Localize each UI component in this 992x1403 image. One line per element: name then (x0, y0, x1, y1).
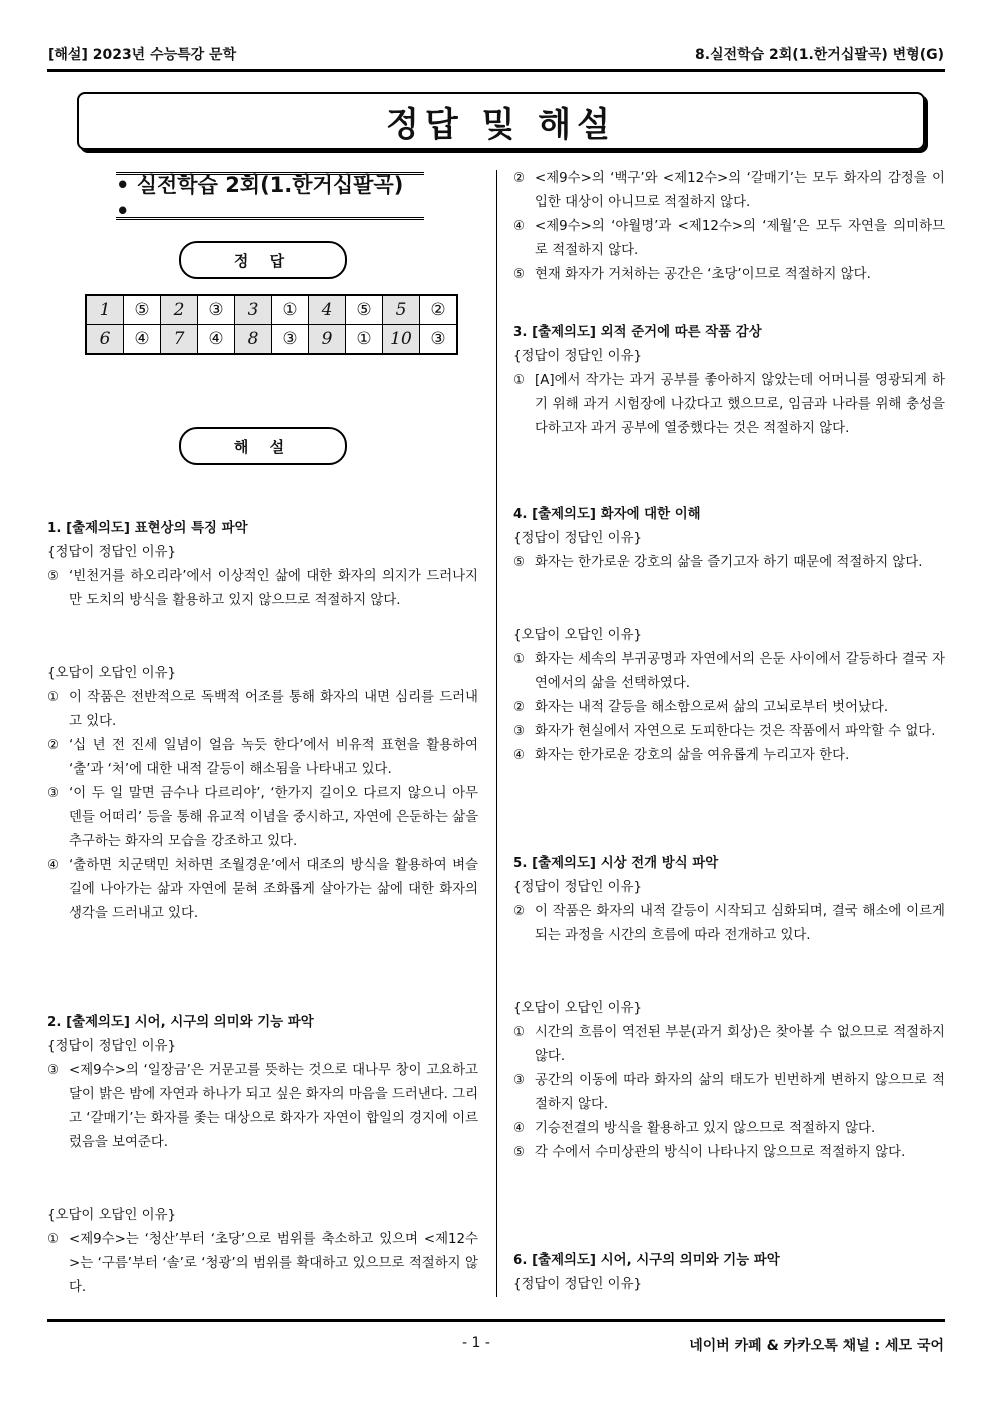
question-number: 1 (86, 295, 124, 325)
item-text: <제9수>는 ‘청산’부터 ‘초당’으로 범위를 축소하고 있으며 <제12수>는 ‘구름’부터 ‘솔’로 ‘청광’의 범위를 확대하고 있으므로 적절하지 않다. (69, 1232, 478, 1295)
item-marker: ① (513, 373, 526, 388)
item-text: 각 수에서 수미상관의 방식이 나타나지 않으므로 적절하지 않다. (535, 1145, 906, 1160)
question-1-wrong (47, 662, 478, 926)
item-marker: ③ (47, 1063, 60, 1078)
item-text: <제9수>의 ‘일장금’은 거문고를 뜻하는 것으로 대나무 창이 고요하고 달이 밝은 밤에 자연과 하나가 되고 싶은 화자의 마음을 드러낸다. 그리고 ‘갈매기’는 화자를 좇는 대상으로 화자가 자연이 합일의 경지에 이르렀음을 보여준다. (69, 1063, 479, 1150)
item-marker: ① (47, 1232, 60, 1247)
item-text: [A]에서 작가는 과거 공부를 좋아하지 않았는데 어머니를 영광되게 하기 위해 과거 시험장에 나갔다고 했으므로, 임금과 나라를 위해 충성을 다하고자 과거 공부에 열중했다는 것은 적절하지 않다. (535, 373, 945, 436)
header-left: [해설] 2023년 수능특강 문학 (48, 47, 237, 63)
item-marker: ⑤ (513, 555, 526, 570)
question-2-wrong (47, 1204, 478, 1300)
list-item (513, 1117, 945, 1141)
list-item (513, 167, 945, 215)
explanation-label: 해 설 (179, 427, 347, 465)
answer-value: ⑤ (346, 295, 383, 325)
page-title: 정답 및 해설 (386, 104, 616, 145)
item-marker: ① (47, 690, 60, 705)
list-item (47, 782, 478, 854)
table-row (86, 325, 457, 355)
list-item (513, 648, 945, 696)
list-item (513, 720, 945, 744)
item-text: 화자는 내적 갈등을 해소함으로써 삶의 고뇌로부터 벗어났다. (535, 700, 889, 715)
question-5 (513, 852, 945, 948)
item-marker: ② (513, 700, 526, 715)
item-marker: ⑤ (47, 569, 60, 584)
answer-label: 정 답 (179, 241, 347, 279)
item-text: 이 작품은 전반적으로 독백적 어조를 통해 화자의 내면 심리를 드러내고 있다. (69, 690, 478, 729)
item-text: 공간의 이동에 따라 화자의 삶의 태도가 빈번하게 변하지 않으므로 적절하지 않다. (535, 1073, 945, 1112)
list-item (513, 551, 945, 575)
item-text: <제9수>의 ‘야월명’과 <제12수>의 ‘제월’은 모두 자연을 의미하므로 적절하지 않다. (535, 219, 945, 258)
item-marker: ④ (513, 748, 526, 763)
item-marker: ⑤ (513, 1145, 526, 1160)
answer-table (85, 294, 458, 355)
item-marker: ③ (513, 724, 526, 739)
item-marker: ② (513, 904, 526, 919)
answer-value: ③ (198, 295, 235, 325)
question-number: 2 (161, 295, 198, 325)
list-item (47, 854, 478, 926)
item-text: ‘출하면 치군택민 처하면 조월경운’에서 대조의 방식을 활용하여 벼슬길에 나아가는 삶과 자연에 묻혀 조화롭게 살아가는 삶에 대한 화자의 생각을 드러내고 있다. (69, 858, 478, 921)
item-text: 기승전결의 방식을 활용하고 있지 않으므로 적절하지 않다. (535, 1121, 876, 1136)
question-4-wrong (513, 624, 945, 768)
question-title: 1. [출제의도] 표현상의 특징 파악 (47, 521, 248, 536)
table-row (86, 295, 457, 325)
question-number: 4 (309, 295, 346, 325)
correct-heading: {정답이 정답인 이유} (47, 1039, 177, 1054)
question-2-continued (513, 167, 945, 287)
item-marker: ① (513, 1025, 526, 1040)
item-text: ‘십 년 전 진세 일념이 얼음 녹듯 한다’에서 비유적 표현을 활용하여 ‘출’과 ‘처’에 대한 내적 갈등이 해소됨을 나타내고 있다. (69, 738, 478, 777)
correct-heading: {정답이 정답인 이유} (513, 880, 643, 895)
question-title: 3. [출제의도] 외적 준거에 따른 작품 감상 (513, 325, 762, 340)
item-marker: ② (513, 171, 526, 186)
wrong-heading: {오답이 오답인 이유} (513, 1001, 643, 1016)
list-item (513, 1021, 945, 1069)
item-marker: ⑤ (513, 267, 526, 282)
question-1 (47, 517, 478, 613)
question-title: 2. [출제의도] 시어, 시구의 의미와 기능 파악 (47, 1015, 314, 1030)
list-item (47, 686, 478, 734)
header-right: 8.실전학습 2회(1.한거십팔곡) 변형(G) (695, 47, 944, 63)
question-2 (47, 1011, 478, 1155)
correct-heading: {정답이 정답인 이유} (513, 1277, 643, 1292)
item-marker: ② (47, 738, 60, 753)
wrong-heading: {오답이 오답인 이유} (47, 1208, 177, 1223)
answer-value: ② (420, 295, 458, 325)
list-item (513, 369, 945, 441)
list-item (513, 215, 945, 263)
question-title: 4. [출제의도] 화자에 대한 이해 (513, 507, 701, 522)
item-text: 화자는 세속의 부귀공명과 자연에서의 은둔 사이에서 갈등하다 결국 자연에서의 삶을 선택하였다. (535, 652, 945, 691)
item-text: 현재 화자가 거처하는 공간은 ‘초당’이므로 적절하지 않다. (535, 267, 871, 282)
correct-heading: {정답이 정답인 이유} (513, 531, 643, 546)
answer-value: ⑤ (124, 295, 161, 325)
question-5-wrong (513, 997, 945, 1165)
question-4 (513, 503, 945, 575)
list-item (513, 1141, 945, 1165)
item-marker: ③ (47, 786, 60, 801)
list-item (47, 734, 478, 782)
answer-value: ③ (420, 325, 458, 355)
list-item (47, 565, 478, 613)
page-number: - 1 - (462, 1335, 490, 1351)
question-number: 9 (309, 325, 346, 355)
header-rule (47, 69, 945, 72)
title-box (77, 92, 925, 150)
question-number: 3 (235, 295, 272, 325)
answer-value: ④ (198, 325, 235, 355)
item-text: 화자는 한가로운 강호의 삶을 즐기고자 하기 때문에 적절하지 않다. (535, 555, 923, 570)
list-item (47, 1059, 478, 1155)
item-text: 이 작품은 화자의 내적 갈등이 시작되고 심화되며, 결국 해소에 이르게 되는 과정을 시간의 흐름에 따라 전개하고 있다. (535, 904, 945, 943)
question-number: 6 (86, 325, 124, 355)
question-6 (513, 1249, 945, 1297)
list-item (513, 900, 945, 948)
answer-value: ① (272, 295, 309, 325)
answer-value: ④ (124, 325, 161, 355)
correct-heading: {정답이 정답인 이유} (47, 545, 177, 560)
question-number: 7 (161, 325, 198, 355)
item-marker: ④ (513, 219, 526, 234)
list-item (47, 1228, 478, 1300)
footer-credit: 네이버 카페 & 카카오톡 채널 : 세모 국어 (689, 1338, 944, 1354)
item-text: 화자는 한가로운 강호의 삶을 여유롭게 누리고자 한다. (535, 748, 850, 763)
question-number: 8 (235, 325, 272, 355)
wrong-heading: {오답이 오답인 이유} (513, 628, 643, 643)
correct-heading: {정답이 정답인 이유} (513, 349, 643, 364)
item-text: ‘빈천거를 하오리라’에서 이상적인 삶에 대한 화자의 의지가 드러나지만 도치의 방식을 활용하고 있지 않으므로 적절하지 않다. (69, 569, 478, 608)
list-item (513, 696, 945, 720)
question-3 (513, 321, 945, 441)
list-item (513, 744, 945, 768)
answer-value: ① (346, 325, 383, 355)
item-marker: ④ (513, 1121, 526, 1136)
item-text: 시간의 흐름이 역전된 부분(과거 회상)은 찾아볼 수 없으므로 적절하지 않다. (535, 1025, 945, 1064)
item-text: ‘이 두 일 말면 금수나 다르리야’, ‘한가지 길이오 다르지 않으니 아무 덴들 어떠리’ 등을 통해 유교적 이념을 중시하고, 자연에 은둔하는 삶을 추구하는 화자의 모습을 강조하고 있다. (69, 786, 479, 849)
wrong-heading: {오답이 오답인 이유} (47, 666, 177, 681)
column-divider (496, 170, 497, 1297)
item-text: <제9수>의 ‘백구’와 <제12수>의 ‘갈매기’는 모두 화자의 감정을 이입한 대상이 아니므로 적절하지 않다. (535, 171, 945, 210)
question-title: 5. [출제의도] 시상 전개 방식 파악 (513, 856, 719, 871)
question-number: 5 (383, 295, 420, 325)
section-subtitle: • 실전학습 2회(1.한거십팔곡) • (116, 172, 424, 220)
item-text: 화자가 현실에서 자연으로 도피한다는 것은 작품에서 파악할 수 없다. (535, 724, 936, 739)
item-marker: ③ (513, 1073, 526, 1088)
footer-rule (47, 1319, 945, 1322)
list-item (513, 1069, 945, 1117)
question-number: 10 (383, 325, 420, 355)
item-marker: ④ (47, 858, 60, 873)
item-marker: ① (513, 652, 526, 667)
answer-value: ③ (272, 325, 309, 355)
question-title: 6. [출제의도] 시어, 시구의 의미와 기능 파악 (513, 1253, 780, 1268)
list-item (513, 263, 945, 287)
